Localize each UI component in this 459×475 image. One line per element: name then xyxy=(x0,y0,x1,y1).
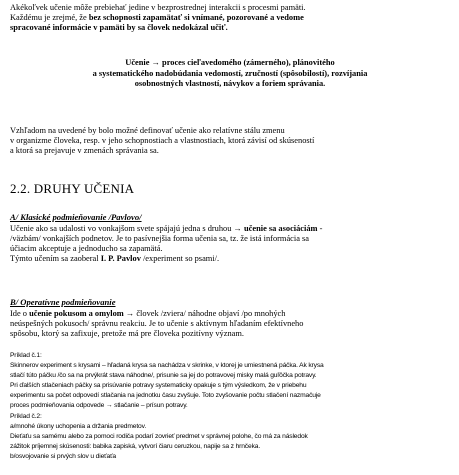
section-b-body xyxy=(10,309,452,339)
section-a-line-4 xyxy=(10,254,452,264)
para2-line-2: v organizme človeka, resp. v jeho schopnostiach a vlastnostiach, ktorá závisí od skúseností xyxy=(10,135,315,145)
definition-line-2: a systematického nadobúdania vedomostí, zručností (spôsobilostí), rozvíjania xyxy=(92,68,368,78)
intro-line-2-bold: bez schopnosti zapamätať si vnímané, pozorované a vedome xyxy=(88,12,304,22)
section-a-line-1-end: - xyxy=(317,224,323,233)
example-2-line: zážitok príjemnej skúsenosti: babika zapiská, vytvorí čiaru ceruzkou, napije sa z hrnčeka. xyxy=(10,443,261,451)
intro-line-2-normal: Každému je zrejmé, že xyxy=(10,12,89,22)
example-1 xyxy=(10,351,456,412)
learning-definition xyxy=(10,58,450,90)
example-1-line: stlačí túto páčku /čo sa na prvýkrát stava náhodne/, prisunie sa jej do potravovej misky malá guľôčka potravy. xyxy=(10,372,317,380)
section-a-line-3: účiacim akceptuje a jednoducho sa zapamätá. xyxy=(10,243,163,253)
section-b-line-1-normal: Ide o xyxy=(10,309,30,318)
section-b-line-1-end: → človek /zviera/ náhodne objaví /po mnohých xyxy=(123,309,286,318)
definition-paragraph xyxy=(10,126,452,156)
example-1-line: experimentu sa počet odpovedí stlačania na jednotku času zvyšuje. Toto zvyšovanie počtu stlačení nazmačuje xyxy=(10,392,321,400)
definition-line-3: osobnostných vlastností, návykov a foriem správania. xyxy=(134,79,326,88)
section-b-line-3: spôsobu, ktorý sa zafixuje, pretože má pre človeka pozitívny význam. xyxy=(10,328,244,338)
definition-line-1: Učenie → proces cieľavedomého (zámerného), plánovitého xyxy=(125,58,335,67)
section-b-line-2: neúspešných pokusoch/ správnu reakciu. Je to učenie s aktívnym hľadaním efektívneho xyxy=(10,318,304,328)
section-a-line-4-normal: Týmto učením sa zaoberal xyxy=(10,253,101,263)
section-b-line-1 xyxy=(10,309,452,319)
intro-line-3-bold: spracované informácie v pamäti by sa človek nedokázal učiť. xyxy=(10,22,228,32)
section-a-line-4-end: /experiment so psami/. xyxy=(140,253,220,263)
section-a-line-1-bold: učenie sa asociáciám xyxy=(244,224,318,233)
section-a-line-1 xyxy=(10,224,452,234)
example-2-line: Dieťaťu sa samému alebo za pomoci rodiča podarí zovrieť predmet v správnej polohe, čo má za následok xyxy=(10,433,308,441)
section-b-title: B/ Operatívne podmieňovanie xyxy=(10,297,116,307)
para2-line-1: Vzhľadom na uvedené by bolo možné definovať učenie ako relatívne stálu zmenu xyxy=(10,126,285,135)
example-2-line: b/osvojovanie si prvých slov u dieťaťa xyxy=(10,453,117,461)
intro-line-2 xyxy=(10,13,452,23)
example-2-line: a/mnohé úkony uchopenia a držania predmetov. xyxy=(10,423,147,431)
example-2 xyxy=(10,412,456,462)
section-a-body xyxy=(10,224,452,264)
section-a-title: A/ Klasické podmieňovanie /Pavlovo/ xyxy=(10,212,142,222)
section-b-line-1-bold: učenie pokusom a omylom xyxy=(29,309,124,318)
section-heading: 2.2. DRUHY UČENIA xyxy=(10,181,135,196)
example-1-label: Príklad č.1: xyxy=(10,352,42,359)
example-2-label: Príklad č.2: xyxy=(10,413,42,420)
section-a-line-2: /väzbám/ vonkajších podnetov. Je to pasívnejšia forma učenia sa, tz. že istá informácia sa xyxy=(10,233,309,243)
intro-paragraph xyxy=(10,3,452,33)
section-a-line-4-bold: I. P. Pavlov xyxy=(100,253,141,263)
section-a-line-1-normal: Učenie ako sa udalosti vo vonkajšom svete spájajú jedna s druhou → xyxy=(10,224,244,233)
intro-line-1: Akékoľvek učenie môže prebiehať jedine v bezprostrednej interakcii s procesmi pamäti. xyxy=(10,3,306,12)
example-1-line: proces podmieňovania odpovede → stlačanie – prísun potravy. xyxy=(10,402,188,410)
intro-line-3 xyxy=(10,23,452,33)
para2-line-3: a ktorá sa prejavuje v zmenách správania sa. xyxy=(10,145,159,155)
example-1-line: Pri ďalších stlačeniach páčky sa prisúvanie potravy systematicky opakuje s tým výsledkom, že v priebehu xyxy=(10,382,307,390)
example-1-line: Skinnerov experiment s krysami – hľadaná krysa sa nachádza v skrinke, v ktorej je umiestnená páčka. Ak krysa xyxy=(10,362,324,370)
